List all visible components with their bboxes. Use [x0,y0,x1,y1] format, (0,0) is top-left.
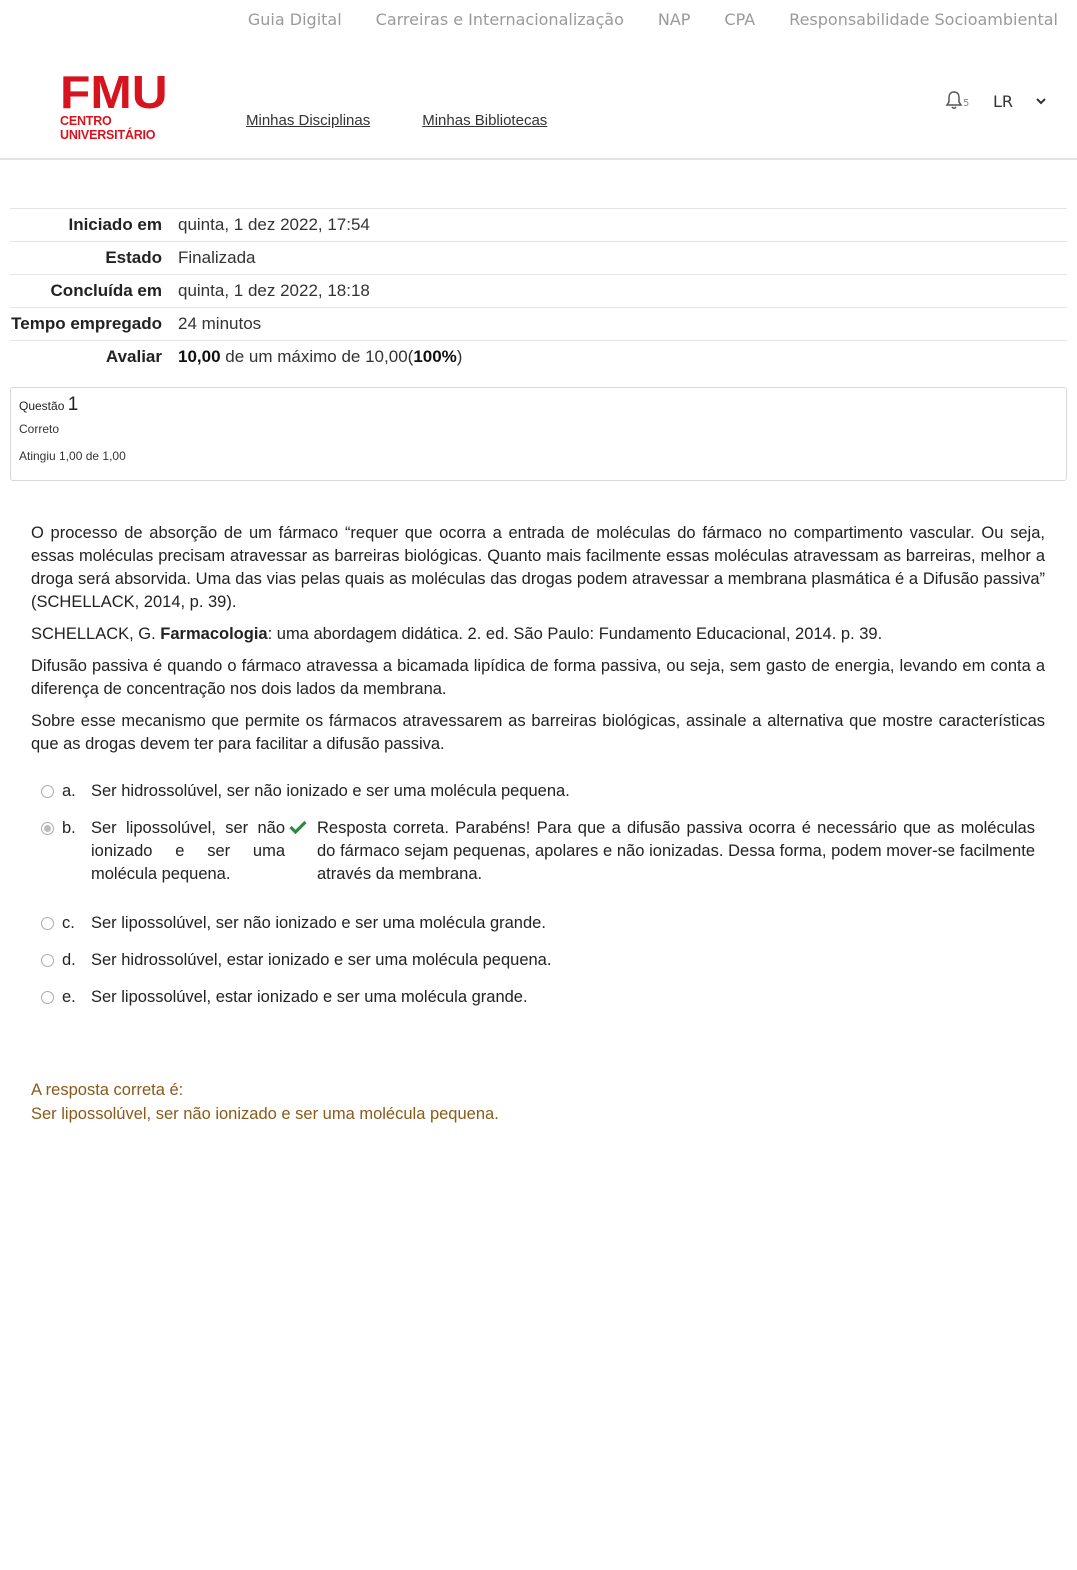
right-answer-box [31,1078,499,1126]
nav-minhas-disciplinas[interactable]: Minhas Disciplinas [246,112,371,129]
link-carreiras[interactable]: Carreiras e Internacionalização [375,10,624,29]
answer-text-b: Ser lipossolúvel, ser não ionizado e ser uma molécula pequena. [91,819,285,883]
question-state: Correto [19,422,60,436]
top-links [248,10,1058,29]
question-number-value: 1 [67,394,79,415]
question-paragraph-1: O processo de absorção de um fármaco “requer que ocorra a entrada de moléculas do fármaco no compartimento vascular. Ou seja, essas moléculas precisam atravessar as barreiras biológicas. Quanto mais facilmente essas moléculas atravessam as barreiras, melhor a droga será absorvida. Uma das vias pelas quais as moléculas das drogas podem atravessar a membrana plasmática é a Difusão passiva” (SCHELLACK, 2014, p. 39). [31,524,1045,611]
answer-text-a: Ser hidrossolúvel, ser não ionizado e ser uma molécula pequena. [91,782,570,800]
question-content [31,522,1045,1023]
answer-letter-c: c. [62,914,75,932]
radio-a[interactable] [41,785,54,798]
answer-letter-e: e. [62,988,76,1006]
user-avatar-initials[interactable]: LR [992,91,1013,111]
nav-minhas-bibliotecas[interactable]: Minhas Bibliotecas [422,112,548,129]
grade-percent: 100% [413,347,457,366]
time-label: Tempo empregado [11,314,162,333]
right-answer-label: A resposta correta é: [31,1081,184,1099]
reference-title: Farmacologia [160,625,268,643]
completed-value: quinta, 1 dez 2022, 18:18 [178,281,370,300]
summary-row-completed [10,274,1067,307]
link-responsabilidade[interactable]: Responsabilidade Socioambiental [789,10,1058,29]
summary-row-state [10,241,1067,274]
question-mark: Atingiu 1,00 de 1,00 [19,449,126,463]
grade-score: 10,00 [178,347,221,366]
radio-d[interactable] [41,954,54,967]
answer-text-c: Ser lipossolúvel, ser não ionizado e ser uma molécula grande. [91,914,546,932]
answer-text-d: Ser hidrossolúvel, estar ionizado e ser uma molécula pequena. [91,951,552,969]
answer-list [31,780,1045,1009]
main-nav [246,112,547,129]
answer-letter-d: d. [62,951,76,969]
radio-e[interactable] [41,991,54,1004]
grade-mid: de um máximo de 10,00( [220,347,414,366]
logo-main-text: FMU [60,66,168,118]
fmu-logo[interactable] [60,66,200,142]
radio-b[interactable] [41,822,54,835]
notification-count: 5 [962,98,970,109]
user-area [945,90,1047,112]
answer-option-e[interactable] [31,986,1045,1009]
question-info-box [10,387,1067,481]
summary-row-time [10,307,1067,340]
completed-label: Concluída em [50,281,162,300]
state-label: Estado [105,248,162,267]
question-label: Questão [19,399,65,413]
started-label: Iniciado em [68,215,162,234]
time-value: 24 minutos [178,314,262,333]
link-guia-digital[interactable]: Guia Digital [247,10,342,29]
notifications-button[interactable] [945,90,970,112]
site-header [0,40,1077,160]
question-reference [31,623,1045,646]
question-paragraph-4: Sobre esse mecanismo que permite os fármacos atravessarem as barreiras biológicas, assinale a alternativa que mostre características que as drogas devem ter para facilitar a difusão passiva. [31,712,1045,753]
answer-letter-b: b. [62,819,76,837]
state-value: Finalizada [178,248,256,267]
answer-letter-a: a. [62,782,76,800]
answer-option-c[interactable] [31,912,1045,935]
bell-icon [945,90,963,110]
answer-option-a[interactable] [31,780,1045,803]
reference-author: SCHELLACK, G. [31,625,161,643]
reference-details: : uma abordagem didática. 2. ed. São Paulo: Fundamento Educacional, 2014. p. 39. [267,625,883,643]
question-number [19,394,1058,416]
link-cpa[interactable]: CPA [724,10,756,29]
grade-label: Avaliar [105,347,162,366]
logo-sub-text: CENTRO UNIVERSITÁRIO [60,114,156,142]
answer-text-e: Ser lipossolúvel, estar ionizado e ser uma molécula grande. [91,988,528,1006]
link-nap[interactable]: NAP [657,10,691,29]
right-answer-value: Ser lipossolúvel, ser não ionizado e ser uma molécula pequena. [31,1105,499,1123]
grade-end: ) [456,347,463,366]
summary-row-grade [10,340,1067,373]
grade-value [162,345,462,369]
chevron-down-icon[interactable] [1035,97,1047,105]
attempt-summary [10,208,1067,373]
answer-option-b[interactable] [31,817,1045,886]
answer-option-d[interactable] [31,949,1045,972]
radio-c[interactable] [41,917,54,930]
answer-feedback-b: Resposta correta. Parabéns! Para que a difusão passiva ocorra é necessário que as moléculas do fármaco sejam pequenas, apolares e não ionizadas. Dessa forma, podem mover-se facilmente através da membrana. [317,819,1035,883]
started-value: quinta, 1 dez 2022, 17:54 [178,215,370,234]
question-paragraph-3: Difusão passiva é quando o fármaco atravessa a bicamada lipídica de forma passiva, ou seja, sem gasto de energia, levando em conta a diferença de concentração nos dois lados da membrana. [31,657,1045,698]
check-icon [289,817,317,840]
summary-row-started [10,208,1067,241]
